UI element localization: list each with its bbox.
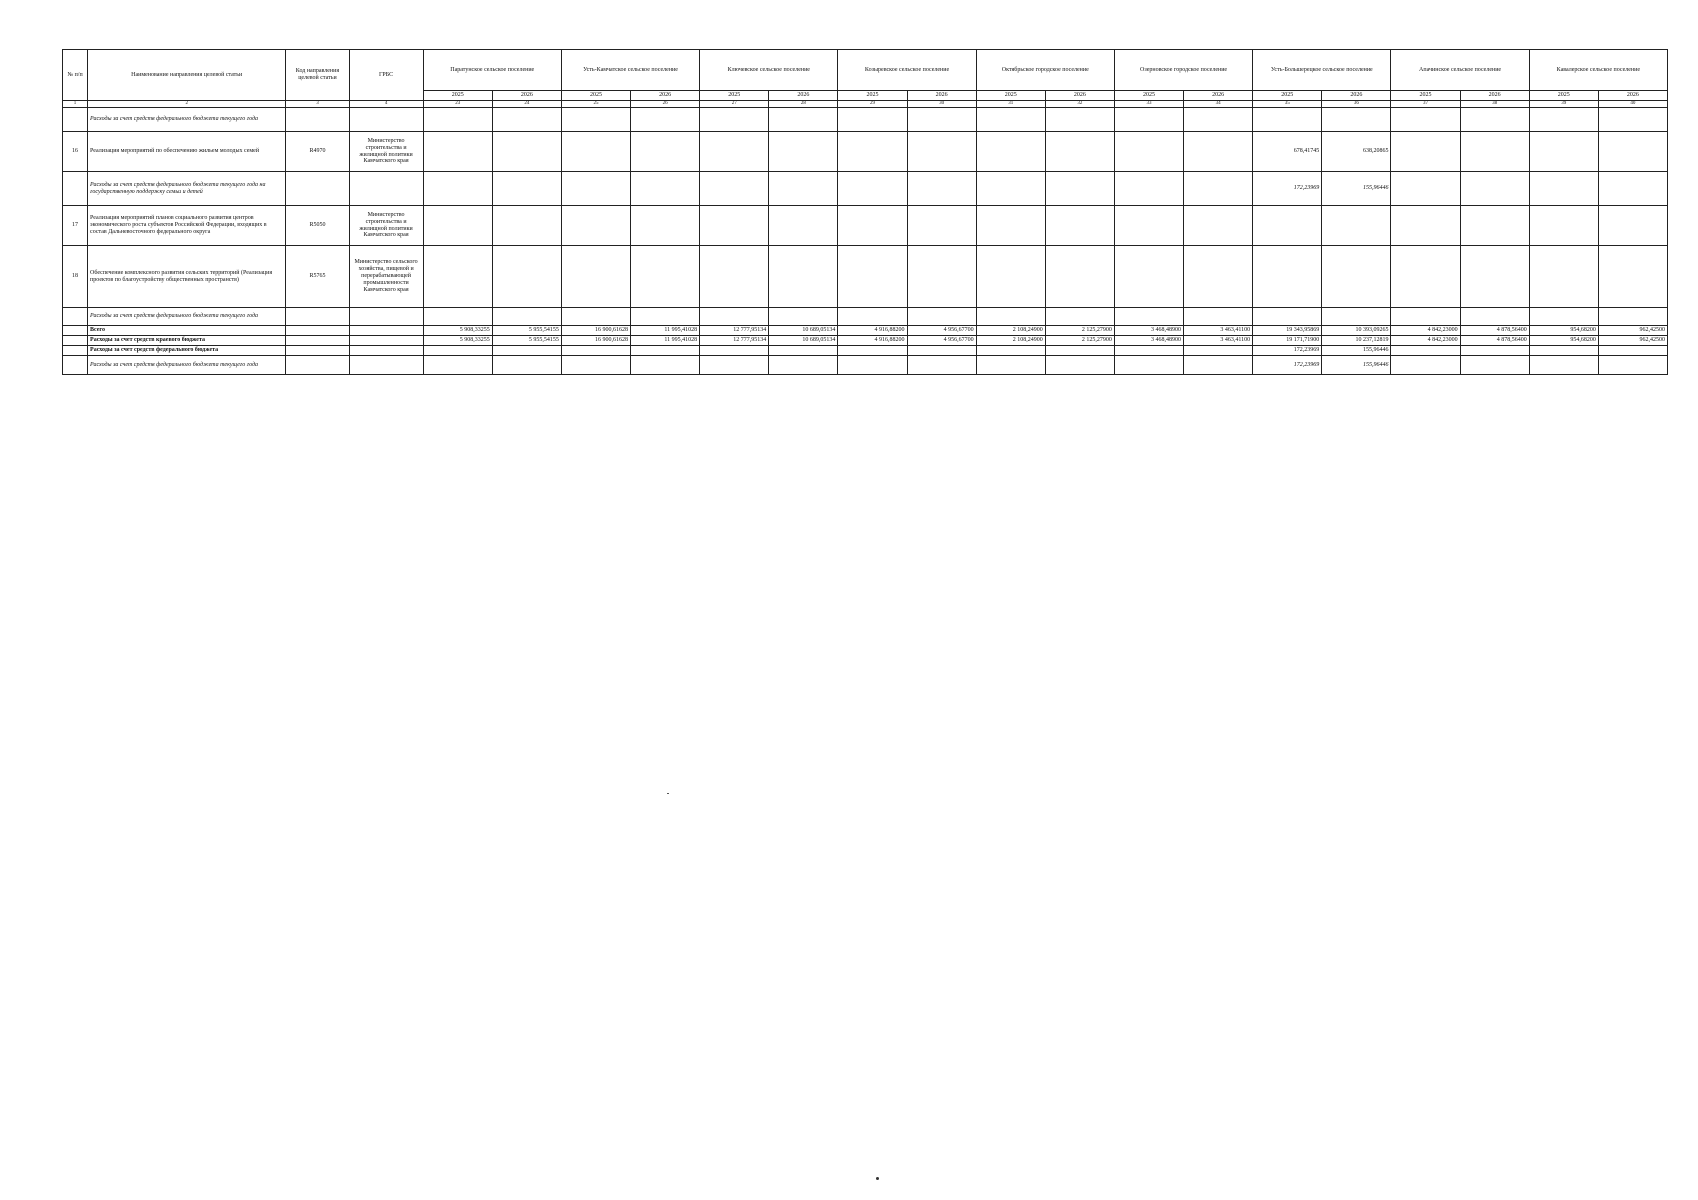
column-number: 29 xyxy=(838,101,907,108)
value-cell xyxy=(1598,108,1667,132)
table-row xyxy=(63,172,1668,206)
row-number xyxy=(63,346,88,356)
column-number: 28 xyxy=(769,101,838,108)
value-cell xyxy=(1460,206,1529,246)
column-number: 4 xyxy=(349,101,423,108)
year-header: 2026 xyxy=(769,91,838,101)
value-cell xyxy=(561,356,630,375)
row-grbs: Министерство сельского хозяйства, пищевой и перерабатывающей промышленности Камчатского края xyxy=(349,246,423,308)
value-cell xyxy=(769,346,838,356)
settlement-header: Кавалерское сельское поселение xyxy=(1529,50,1667,91)
value-cell xyxy=(700,172,769,206)
value-cell: 172,23969 xyxy=(1253,172,1322,206)
settlement-header: Апачинское сельское поселение xyxy=(1391,50,1529,91)
value-cell xyxy=(1529,206,1598,246)
value-cell xyxy=(423,206,492,246)
value-cell xyxy=(423,246,492,308)
value-cell xyxy=(1460,172,1529,206)
value-cell xyxy=(492,346,561,356)
year-header: 2025 xyxy=(700,91,769,101)
value-cell xyxy=(492,206,561,246)
column-number: 2 xyxy=(88,101,286,108)
value-cell xyxy=(769,172,838,206)
value-cell xyxy=(492,246,561,308)
value-cell xyxy=(1460,132,1529,172)
value-cell: 962,42500 xyxy=(1598,326,1667,336)
value-cell xyxy=(700,356,769,375)
value-cell xyxy=(561,132,630,172)
row-code xyxy=(286,108,349,132)
value-cell: 11 995,41028 xyxy=(631,326,700,336)
value-cell: 10 237,12819 xyxy=(1322,336,1391,346)
value-cell xyxy=(423,132,492,172)
year-header: 2026 xyxy=(1184,91,1253,101)
value-cell: 3 468,48900 xyxy=(1114,336,1183,346)
column-number: 26 xyxy=(631,101,700,108)
row-code xyxy=(286,336,349,346)
value-cell xyxy=(631,132,700,172)
row-number xyxy=(63,308,88,326)
value-cell xyxy=(838,356,907,375)
value-cell xyxy=(1529,356,1598,375)
value-cell xyxy=(1045,108,1114,132)
value-cell xyxy=(1460,108,1529,132)
value-cell xyxy=(769,246,838,308)
value-cell: 954,68200 xyxy=(1529,326,1598,336)
row-number xyxy=(63,356,88,375)
value-cell xyxy=(1391,172,1460,206)
value-cell: 2 108,24900 xyxy=(976,336,1045,346)
value-cell xyxy=(907,206,976,246)
value-cell xyxy=(1045,172,1114,206)
value-cell xyxy=(700,108,769,132)
value-cell: 10 689,05134 xyxy=(769,326,838,336)
value-cell xyxy=(561,206,630,246)
value-cell xyxy=(1460,346,1529,356)
value-cell xyxy=(976,246,1045,308)
column-number: 38 xyxy=(1460,101,1529,108)
budget-sheet xyxy=(62,49,1668,375)
year-header: 2025 xyxy=(1253,91,1322,101)
column-number: 23 xyxy=(423,101,492,108)
value-cell xyxy=(1253,108,1322,132)
table-row xyxy=(63,206,1668,246)
row-name: Всего xyxy=(88,326,286,336)
row-code xyxy=(286,326,349,336)
value-cell xyxy=(631,172,700,206)
row-grbs xyxy=(349,172,423,206)
value-cell: 12 777,95134 xyxy=(700,336,769,346)
value-cell xyxy=(1184,132,1253,172)
column-number: 37 xyxy=(1391,101,1460,108)
row-name: Реализация мероприятий планов социального развития центров экономического роста субъектов Российской Федерации, входящих в состав Дальневосточного федерального округа xyxy=(88,206,286,246)
year-header: 2025 xyxy=(561,91,630,101)
row-code xyxy=(286,172,349,206)
value-cell: 3 463,41100 xyxy=(1184,326,1253,336)
value-cell xyxy=(976,308,1045,326)
year-header: 2026 xyxy=(1460,91,1529,101)
table-row xyxy=(63,346,1668,356)
value-cell xyxy=(1598,132,1667,172)
value-cell xyxy=(769,308,838,326)
row-number xyxy=(63,336,88,346)
value-cell: 2 125,27900 xyxy=(1045,326,1114,336)
value-cell: 4 878,56400 xyxy=(1460,336,1529,346)
value-cell xyxy=(907,108,976,132)
column-number: 31 xyxy=(976,101,1045,108)
value-cell xyxy=(838,172,907,206)
scan-speck xyxy=(667,793,669,794)
value-cell xyxy=(1114,108,1183,132)
value-cell: 3 468,48900 xyxy=(1114,326,1183,336)
column-numbers-row xyxy=(63,101,1668,108)
column-number: 27 xyxy=(700,101,769,108)
column-number: 25 xyxy=(561,101,630,108)
row-grbs xyxy=(349,356,423,375)
year-header: 2026 xyxy=(631,91,700,101)
year-header: 2025 xyxy=(1114,91,1183,101)
value-cell xyxy=(423,108,492,132)
row-grbs xyxy=(349,346,423,356)
value-cell: 172,23969 xyxy=(1253,356,1322,375)
row-number xyxy=(63,108,88,132)
row-grbs xyxy=(349,336,423,346)
value-cell xyxy=(700,206,769,246)
header-row xyxy=(63,50,1668,91)
year-header: 2025 xyxy=(423,91,492,101)
value-cell xyxy=(700,132,769,172)
value-cell xyxy=(907,132,976,172)
value-cell xyxy=(1184,172,1253,206)
value-cell xyxy=(1114,246,1183,308)
value-cell: 5 955,54155 xyxy=(492,326,561,336)
table-row xyxy=(63,308,1668,326)
row-name: Расходы за счет средств федерального бюджета текущего года на государственную поддержку семьи и детей xyxy=(88,172,286,206)
value-cell xyxy=(1184,346,1253,356)
row-code: R5765 xyxy=(286,246,349,308)
value-cell: 962,42500 xyxy=(1598,336,1667,346)
value-cell xyxy=(1114,172,1183,206)
value-cell xyxy=(561,308,630,326)
row-name: Реализация мероприятий по обеспечению жильем молодых семей xyxy=(88,132,286,172)
value-cell xyxy=(1391,132,1460,172)
value-cell xyxy=(561,172,630,206)
value-cell xyxy=(1184,246,1253,308)
value-cell xyxy=(1045,246,1114,308)
value-cell xyxy=(561,346,630,356)
value-cell xyxy=(700,246,769,308)
budget-table xyxy=(62,49,1668,375)
value-cell: 5 908,33255 xyxy=(423,326,492,336)
year-header: 2026 xyxy=(1045,91,1114,101)
value-cell: 4 916,88200 xyxy=(838,336,907,346)
value-cell xyxy=(1529,246,1598,308)
row-code: R4970 xyxy=(286,132,349,172)
year-header: 2025 xyxy=(1529,91,1598,101)
value-cell xyxy=(1184,108,1253,132)
value-cell xyxy=(907,246,976,308)
table-row xyxy=(63,132,1668,172)
row-code xyxy=(286,356,349,375)
value-cell xyxy=(1322,108,1391,132)
row-code: R5050 xyxy=(286,206,349,246)
value-cell xyxy=(492,132,561,172)
row-number xyxy=(63,326,88,336)
value-cell: 4 842,23000 xyxy=(1391,336,1460,346)
value-cell xyxy=(1529,172,1598,206)
value-cell xyxy=(1114,356,1183,375)
row-code xyxy=(286,346,349,356)
value-cell: 155,96446 xyxy=(1322,172,1391,206)
table-body xyxy=(63,108,1668,375)
value-cell xyxy=(1391,356,1460,375)
value-cell: 10 393,09265 xyxy=(1322,326,1391,336)
value-cell xyxy=(838,308,907,326)
value-cell xyxy=(907,356,976,375)
column-number: 33 xyxy=(1114,101,1183,108)
value-cell xyxy=(1460,356,1529,375)
value-cell xyxy=(1114,206,1183,246)
value-cell xyxy=(1598,308,1667,326)
column-number: 36 xyxy=(1322,101,1391,108)
value-cell xyxy=(976,206,1045,246)
value-cell: 16 900,61628 xyxy=(561,326,630,336)
year-header: 2026 xyxy=(1598,91,1667,101)
table-row xyxy=(63,326,1668,336)
settlement-header: Октябрьское городское поселение xyxy=(976,50,1114,91)
value-cell xyxy=(907,346,976,356)
value-cell xyxy=(1322,246,1391,308)
value-cell xyxy=(1253,308,1322,326)
row-number: 16 xyxy=(63,132,88,172)
value-cell xyxy=(1529,108,1598,132)
value-cell xyxy=(1391,246,1460,308)
value-cell: 4 956,67700 xyxy=(907,336,976,346)
row-number: 17 xyxy=(63,206,88,246)
value-cell xyxy=(1391,346,1460,356)
value-cell: 155,96446 xyxy=(1322,346,1391,356)
value-cell xyxy=(1529,308,1598,326)
value-cell xyxy=(1460,308,1529,326)
year-header: 2025 xyxy=(1391,91,1460,101)
value-cell: 3 463,41100 xyxy=(1184,336,1253,346)
value-cell xyxy=(561,108,630,132)
column-number: 39 xyxy=(1529,101,1598,108)
value-cell: 954,68200 xyxy=(1529,336,1598,346)
value-cell xyxy=(1114,308,1183,326)
value-cell xyxy=(423,346,492,356)
value-cell: 19 343,95869 xyxy=(1253,326,1322,336)
value-cell xyxy=(838,132,907,172)
column-number: 24 xyxy=(492,101,561,108)
row-grbs xyxy=(349,308,423,326)
settlement-header: Паратунское сельское поселение xyxy=(423,50,561,91)
value-cell: 16 900,61628 xyxy=(561,336,630,346)
value-cell xyxy=(1598,346,1667,356)
value-cell xyxy=(1045,132,1114,172)
value-cell xyxy=(492,356,561,375)
row-grbs: Министерство строительства и жилищной политики Камчатского края xyxy=(349,132,423,172)
value-cell: 5 908,33255 xyxy=(423,336,492,346)
value-cell xyxy=(1253,246,1322,308)
year-header: 2026 xyxy=(907,91,976,101)
col-code-header: Код направления целевой статьи xyxy=(286,50,349,101)
value-cell xyxy=(976,356,1045,375)
year-header: 2025 xyxy=(976,91,1045,101)
value-cell: 5 955,54155 xyxy=(492,336,561,346)
value-cell xyxy=(1391,206,1460,246)
value-cell xyxy=(492,108,561,132)
value-cell: 678,41745 xyxy=(1253,132,1322,172)
value-cell xyxy=(1529,346,1598,356)
row-code xyxy=(286,308,349,326)
column-number: 32 xyxy=(1045,101,1114,108)
row-name: Расходы за счет средств федерального бюджета текущего года xyxy=(88,356,286,375)
table-row xyxy=(63,356,1668,375)
column-number: 3 xyxy=(286,101,349,108)
settlement-header: Козыревское сельское поселение xyxy=(838,50,976,91)
table-header xyxy=(63,50,1668,108)
row-name: Расходы за счет средств краевого бюджета xyxy=(88,336,286,346)
column-number: 35 xyxy=(1253,101,1322,108)
value-cell: 4 842,23000 xyxy=(1391,326,1460,336)
value-cell: 11 995,41028 xyxy=(631,336,700,346)
row-grbs xyxy=(349,326,423,336)
row-name: Расходы за счет средств федерального бюджета текущего года xyxy=(88,108,286,132)
value-cell xyxy=(561,246,630,308)
value-cell xyxy=(1184,356,1253,375)
value-cell: 638,20865 xyxy=(1322,132,1391,172)
value-cell xyxy=(1114,132,1183,172)
value-cell: 19 171,71900 xyxy=(1253,336,1322,346)
value-cell xyxy=(976,346,1045,356)
row-number xyxy=(63,172,88,206)
value-cell xyxy=(769,132,838,172)
value-cell xyxy=(492,172,561,206)
value-cell xyxy=(907,172,976,206)
row-name: Расходы за счет средств федерального бюджета текущего года xyxy=(88,308,286,326)
value-cell: 172,23969 xyxy=(1253,346,1322,356)
row-number: 18 xyxy=(63,246,88,308)
value-cell xyxy=(700,308,769,326)
value-cell xyxy=(1045,356,1114,375)
value-cell: 2 125,27900 xyxy=(1045,336,1114,346)
value-cell xyxy=(1460,246,1529,308)
value-cell xyxy=(1598,206,1667,246)
value-cell xyxy=(976,108,1045,132)
table-row xyxy=(63,108,1668,132)
value-cell: 4 878,56400 xyxy=(1460,326,1529,336)
column-number: 1 xyxy=(63,101,88,108)
column-number: 30 xyxy=(907,101,976,108)
row-name: Обеспечение комплексного развития сельских территорий (Реализация проектов по благоустройству общественных пространств) xyxy=(88,246,286,308)
value-cell xyxy=(1598,172,1667,206)
value-cell xyxy=(492,308,561,326)
column-number: 40 xyxy=(1598,101,1667,108)
value-cell xyxy=(1045,308,1114,326)
row-grbs: Министерство строительства и жилищной политики Камчатского края xyxy=(349,206,423,246)
value-cell xyxy=(769,108,838,132)
value-cell xyxy=(1529,132,1598,172)
row-name: Расходы за счет средств федерального бюджета xyxy=(88,346,286,356)
year-header: 2026 xyxy=(492,91,561,101)
settlement-header: Усть-Большерецкое сельское поселение xyxy=(1253,50,1391,91)
value-cell xyxy=(907,308,976,326)
value-cell xyxy=(1322,206,1391,246)
value-cell xyxy=(1598,246,1667,308)
value-cell xyxy=(769,356,838,375)
col-num-header: № п/п xyxy=(63,50,88,101)
value-cell xyxy=(1598,356,1667,375)
value-cell xyxy=(769,206,838,246)
value-cell xyxy=(631,346,700,356)
value-cell: 2 108,24900 xyxy=(976,326,1045,336)
value-cell xyxy=(976,132,1045,172)
value-cell xyxy=(423,356,492,375)
value-cell xyxy=(1253,206,1322,246)
value-cell xyxy=(1322,308,1391,326)
value-cell: 12 777,95134 xyxy=(700,326,769,336)
value-cell: 155,96446 xyxy=(1322,356,1391,375)
settlement-header: Ключевское сельское поселение xyxy=(700,50,838,91)
value-cell xyxy=(1045,346,1114,356)
value-cell xyxy=(838,346,907,356)
value-cell xyxy=(976,172,1045,206)
value-cell xyxy=(1184,206,1253,246)
table-row xyxy=(63,336,1668,346)
value-cell xyxy=(423,308,492,326)
value-cell xyxy=(631,356,700,375)
settlement-header: Усть-Камчатское сельское поселение xyxy=(561,50,699,91)
value-cell xyxy=(631,308,700,326)
year-header: 2026 xyxy=(1322,91,1391,101)
column-number: 34 xyxy=(1184,101,1253,108)
value-cell xyxy=(1391,308,1460,326)
value-cell xyxy=(631,206,700,246)
value-cell xyxy=(631,246,700,308)
col-grbs-header: ГРБС xyxy=(349,50,423,101)
value-cell xyxy=(423,172,492,206)
settlement-header: Озерновское городское поселение xyxy=(1114,50,1252,91)
year-header: 2025 xyxy=(838,91,907,101)
value-cell xyxy=(838,206,907,246)
value-cell xyxy=(838,108,907,132)
table-row xyxy=(63,246,1668,308)
row-grbs xyxy=(349,108,423,132)
value-cell: 4 916,88200 xyxy=(838,326,907,336)
value-cell xyxy=(700,346,769,356)
value-cell xyxy=(1114,346,1183,356)
scan-speck xyxy=(876,1177,879,1180)
value-cell: 4 956,67700 xyxy=(907,326,976,336)
value-cell xyxy=(1391,108,1460,132)
value-cell xyxy=(1184,308,1253,326)
value-cell xyxy=(1045,206,1114,246)
value-cell: 10 689,05134 xyxy=(769,336,838,346)
value-cell xyxy=(838,246,907,308)
value-cell xyxy=(631,108,700,132)
col-name-header: Наименование направления целевой статьи xyxy=(88,50,286,101)
